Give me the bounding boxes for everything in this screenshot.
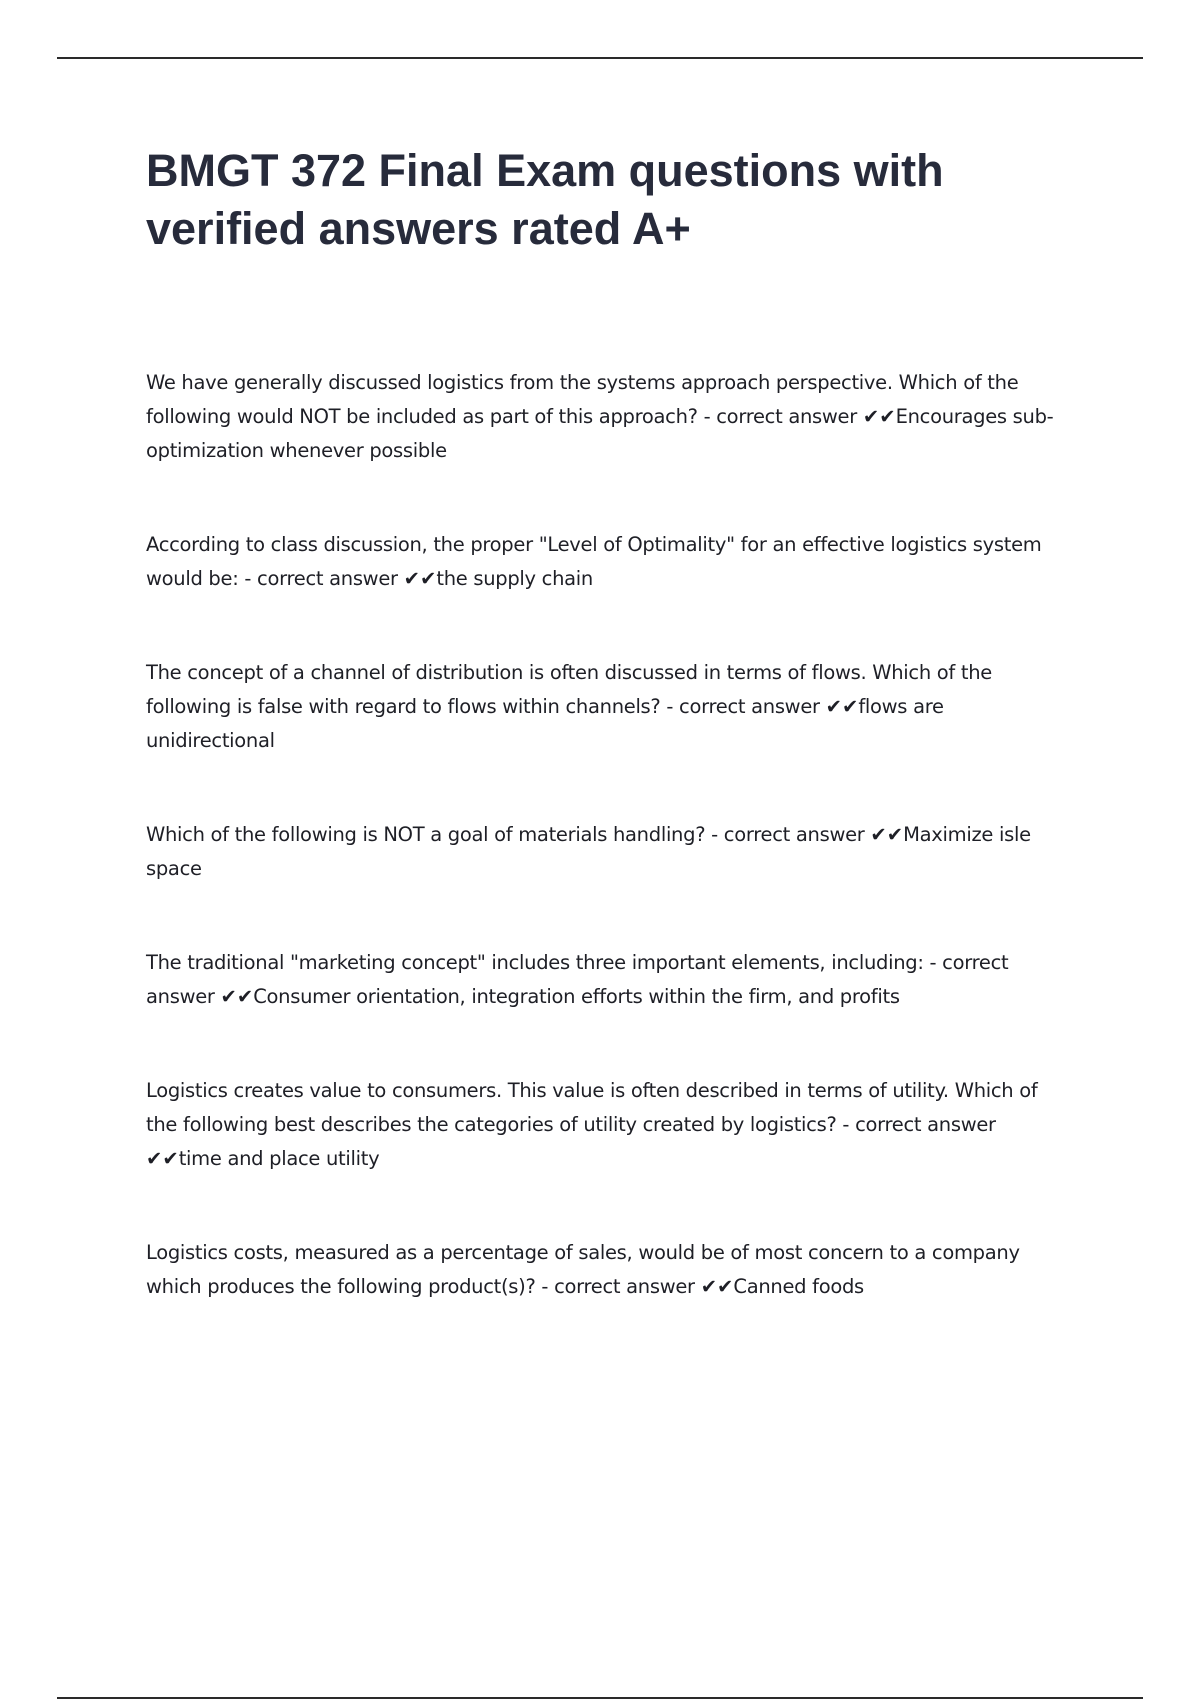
document-title: BMGT 372 Final Exam questions with verified answers rated A+ (146, 145, 944, 254)
qa-item (146, 818, 1074, 886)
separator: - (660, 695, 680, 718)
answer-text: Maximize isle space (146, 823, 1031, 880)
answer-prefix: correct answer (679, 695, 820, 718)
answer-prefix: correct answer (855, 1113, 996, 1136)
top-rule (57, 57, 1143, 59)
qa-item (146, 528, 1074, 596)
answer-text: Encourages sub-optimization whenever possible (146, 405, 1054, 462)
answer-prefix: correct answer (257, 567, 398, 590)
question-text: Logistics creates value to consumers. This value is often described in terms of utility. Which of the following best describes the categories of utility created by logistics? (146, 1079, 1038, 1136)
question-text: The traditional "marketing concept" includes three important elements, including: (146, 951, 924, 974)
separator: - (836, 1113, 856, 1136)
question-text: We have generally discussed logistics from the systems approach perspective. Which of the following would NOT be included as part of this approach? (146, 371, 1019, 428)
check-marks-icon: ✔✔ (700, 1275, 734, 1298)
check-marks-icon: ✔✔ (146, 1147, 179, 1170)
answer-text: Canned foods (733, 1275, 864, 1298)
separator: - (535, 1275, 555, 1298)
separator: - (923, 951, 943, 974)
answer-prefix: correct answer (554, 1275, 695, 1298)
qa-item (146, 656, 1074, 758)
bottom-rule (57, 1697, 1143, 1699)
check-marks-icon: ✔✔ (862, 405, 896, 428)
separator: - (697, 405, 717, 428)
answer-text: time and place utility (178, 1147, 380, 1170)
check-marks-icon: ✔✔ (220, 985, 254, 1008)
document-body (146, 142, 1074, 1364)
answer-prefix: correct answer (723, 823, 865, 846)
answer-text: flows are unidirectional (146, 695, 944, 752)
answer-text: Consumer orientation, integration efforts within the firm, and profits (253, 985, 900, 1008)
qa-item (146, 366, 1074, 468)
question-text: Which of the following is NOT a goal of materials handling? (146, 823, 706, 846)
check-marks-icon: ✔✔ (870, 823, 904, 846)
qa-list (146, 366, 1074, 1304)
qa-item (146, 1074, 1074, 1176)
separator: - (705, 823, 724, 846)
answer-text: the supply chain (436, 567, 593, 590)
question-text: Logistics costs, measured as a percentage of sales, would be of most concern to a company which produces the following product(s)? (146, 1241, 1020, 1298)
answer-prefix: correct answer (146, 951, 1009, 1008)
check-marks-icon: ✔✔ (825, 695, 859, 718)
qa-item (146, 946, 1074, 1014)
question-text: According to class discussion, the proper "Level of Optimality" for an effective logistics system would be: (146, 533, 1042, 590)
qa-item (146, 1236, 1074, 1304)
question-text: The concept of a channel of distribution is often discussed in terms of flows. Which of the following is false with regard to flows within channels? (146, 661, 992, 718)
answer-prefix: correct answer (716, 405, 857, 428)
check-marks-icon: ✔✔ (403, 567, 437, 590)
separator: - (238, 567, 258, 590)
